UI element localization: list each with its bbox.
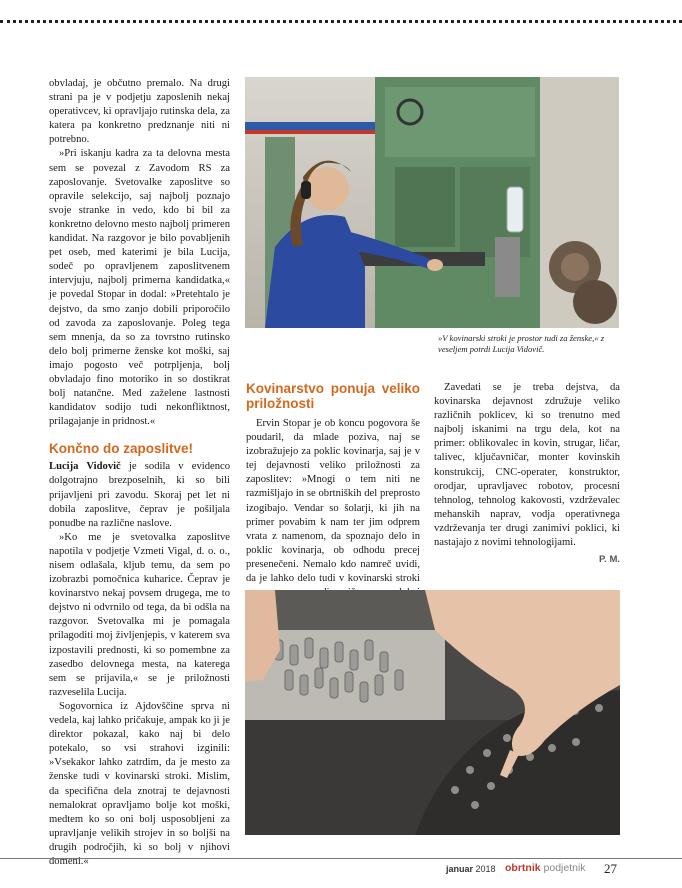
lead-name: Lucija Vidovič <box>49 461 121 473</box>
article-column-1 <box>49 77 230 869</box>
top-dotted-rule <box>0 20 682 23</box>
paragraph: obvladaj, je občutno premalo. Na drugi strani pa je v podjetju zaposlenih nekaj operativcev, ki opravljajo rutinska dela, za katera pa konkretno predznanje niti ni potrebno. <box>49 78 230 146</box>
paragraph-text: je sodila v evidenco dolgotrajno brezposelnih, ki so bili prijavljeni pri zavodu. Skoraj pet let ni dobila zaposlitve, čeprav je pošiljala ponudbe na različne naslove. <box>49 461 231 529</box>
page-number: 27 <box>604 861 617 876</box>
paragraph: Ervin Stopar je ob koncu pogovora še poudaril, da mlade poziva, naj se izobražujejo za poklic kovinarja, saj je v tej dejavnosti veliko priložnosti za zaposlitev: »Mnogi o tem niti ne razmišljajo in se obrtniških del preprosto izogibajo. Vendar so šolarji, ki jih na primer povabim k nam ter jim odprem vrata z namenom, da spoznajo delo in poklic kovinarja, ob odhodu precej presenečeni. Nemalo kdo namreč uvidi, da je lahko delo tudi v kovinarski stroki <box>246 418 420 585</box>
paragraph <box>49 460 230 530</box>
photo-worker-at-machine <box>245 77 619 328</box>
issue-month: januar <box>446 864 474 874</box>
issue-year: 2018 <box>475 864 496 874</box>
paragraph: »Ko me je svetovalka zaposlitve napotila v podjetje Vzmeti Vigal, d. o. o., nisem odlašala, kljub temu, da sem po izobrazbi pomočnica kuharice. Čeprav je kovinarstvo nekaj povsem drugega, me to dejstvo ni odvrnilo od tega, da bi odšla na razgovor. Svetovalka mi je pomagala prilagoditi moj življenjepis, v katerem sva izpostavili prednosti, ki so pomembne za zasedbo delovnega mesta, na katerega sem se prijavila,« se je priložnosti razveselila Lucija. <box>49 531 230 698</box>
page-footer <box>0 858 682 879</box>
brand-name-secondary: podjetnik <box>543 862 586 874</box>
section-heading: Končno do zaposlitve! <box>49 441 194 457</box>
brand-name: obrtnik <box>505 862 541 874</box>
paragraph: Zavedati se je treba dejstva, da kovinarska dejavnost združuje veliko različnih poklicev, ki so trenutno med najbolj iskanimi na trgu dela, kot na primer: oblikovalec in kovin, strugar, ličar, talivec, ključavničar, monter kovinskih konstrukcij, CNC-operater, konstruktor, orodjar, upravljavec robotov, procesni tehnolog, tehnolog kakovosti, vzdrževalec mehanskih naprav, vodja operativnega vzdrževanja ter drugi zanimivi poklici, ki nastajajo z novimi tehnologijami. <box>434 382 620 549</box>
paragraph: Sogovornica iz Ajdovščine sprva ni vedela, kaj lahko pričakuje, ampak ko ji je direktor pokazal, kako naj bi delo potekalo, so vsi strahovi izginili: »Vsekakor lahko zatrdim, da je mesto za ženske tudi v kovinarski stroki. Mislim, da specifična dela znotraj te dejavnosti nemalokrat opravljamo bolje kot moški, medtem ko so oni bolj usposobljeni za upravljanje velikih strojev in so boljši na drugih področjih, ki so bolj v njihovi domeni.« <box>49 700 230 867</box>
photo-caption: »V kovinarski stroki je prostor tudi za ženske,« z veseljem potrdi Lucija Vidovič. <box>438 333 605 354</box>
author-signature: P. M. <box>599 554 620 566</box>
issue-date <box>446 864 496 874</box>
magazine-brand <box>505 862 586 874</box>
paragraph: »Pri iskanju kadra za ta delovna mesta sem se povezal z Zavodom RS za zaposlovanje. Svetovalke zaposlitve so opravile selekcijo, saj najbolj poznajo svoje stranke in vedo, kdo bi bil za konkretno delovno mesto najbolj primeren kandidat. Na razgovor je bilo povabljenih pet oseb, med katerimi je bila Lucija, sodeč po opravljenem zaposlitvenem intervjuju, najbolj primerna kandidatka,« je povedal Stopar in dodal: »Pretehtalo je dejstvo, da smo zanjo dobili priporočilo od zavoda za zaposlovanje. Poleg tega sem mnenja, da so za tovrstno rutinsko delo bolj primerne ženske kot moški, saj imajo pogosto več potrpljenja, bolj obvladajo fino motoriko in so dostikrat bolj natančne. Med zaželene lastnosti kandidatov sodijo tudi nekonfliktnost, prilagajanje in pridnost.« <box>49 148 230 428</box>
section-heading: Kovinarstvo ponuja veliko priložnosti <box>246 381 420 411</box>
article-column-3 <box>434 381 620 567</box>
photo-hands-sorting-parts <box>245 590 620 835</box>
